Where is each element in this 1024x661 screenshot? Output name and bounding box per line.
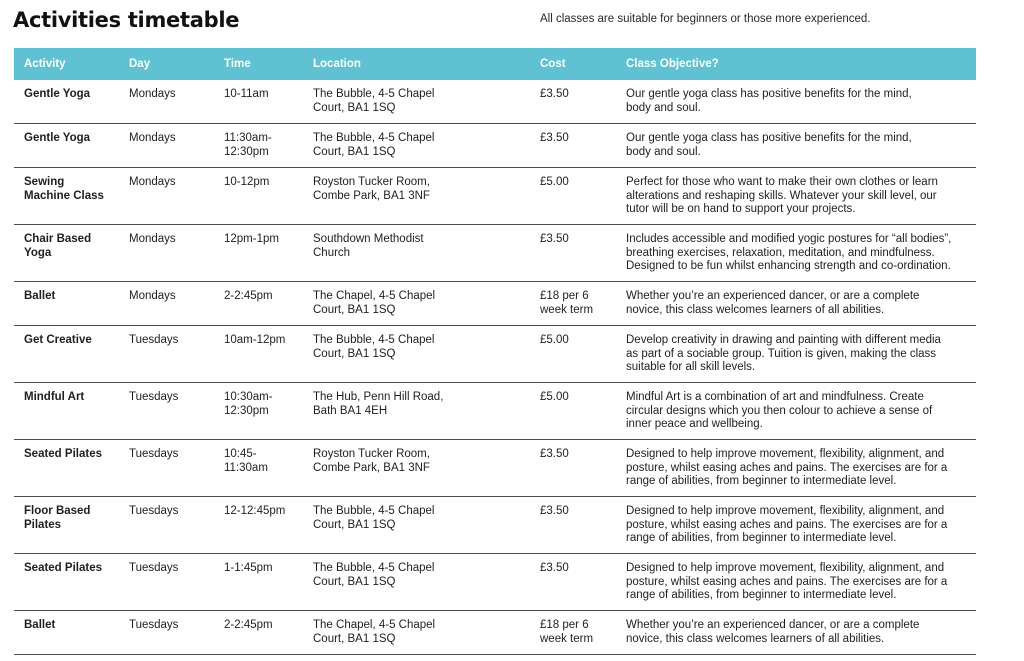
- page-subtitle: All classes are suitable for beginners or those more experienced.: [540, 13, 871, 25]
- cell-time: 12pm-1pm: [224, 233, 279, 245]
- cell-time: 11:30am- 12:30pm: [224, 132, 272, 158]
- cell-location: Royston Tucker Room, Combe Park, BA1 3NF: [313, 176, 430, 202]
- header-day: Day: [129, 58, 151, 70]
- header-objective: Class Objective?: [626, 58, 719, 70]
- cell-activity: Gentle Yoga: [24, 88, 91, 100]
- cell-activity: Get Creative: [24, 334, 92, 346]
- table-row: [14, 225, 976, 282]
- cell-day: Tuesdays: [129, 619, 179, 631]
- cell-time: 10-12pm: [224, 176, 270, 188]
- cell-location: The Hub, Penn Hill Road, Bath BA1 4EH: [313, 391, 444, 417]
- cell-cost: £18 per 6 week term: [540, 290, 594, 316]
- cell-objective: Designed to help improve movement, flexibility, alignment, and posture, whilst easing aches and pains. The exercises are for a range of abilities, from beginner to intermediate level.: [626, 448, 948, 487]
- cell-day: Mondays: [129, 233, 176, 245]
- cell-day: Mondays: [129, 88, 176, 100]
- cell-cost: £3.50: [540, 562, 569, 574]
- table-row: [14, 80, 976, 124]
- cell-cost: £5.00: [540, 176, 569, 188]
- cell-time: 1-1:45pm: [224, 562, 273, 574]
- cell-objective: Whether you’re an experienced dancer, or are a complete novice, this class welcomes learners of all abilities.: [626, 290, 920, 316]
- cell-location: The Chapel, 4-5 Chapel Court, BA1 1SQ: [313, 290, 436, 316]
- cell-cost: £3.50: [540, 448, 569, 460]
- cell-time: 2-2:45pm: [224, 619, 273, 631]
- cell-objective: Our gentle yoga class has positive benefits for the mind, body and soul.: [626, 88, 912, 114]
- cell-activity: Seated Pilates: [24, 448, 102, 460]
- cell-objective: Designed to help improve movement, flexibility, alignment, and posture, whilst easing aches and pains. The exercises are for a range of abilities, from beginner to intermediate level.: [626, 505, 948, 544]
- table-row: [14, 440, 976, 497]
- cell-cost: £3.50: [540, 132, 569, 144]
- cell-activity: Ballet: [24, 290, 56, 302]
- cell-day: Tuesdays: [129, 448, 179, 460]
- cell-day: Mondays: [129, 132, 176, 144]
- header-cost: Cost: [540, 58, 566, 70]
- cell-location: The Bubble, 4-5 Chapel Court, BA1 1SQ: [313, 505, 435, 531]
- table-header: [14, 48, 976, 80]
- cell-day: Mondays: [129, 290, 176, 302]
- cell-day: Tuesdays: [129, 505, 179, 517]
- cell-activity: Mindful Art: [24, 391, 85, 403]
- cell-activity: Floor Based Pilates: [24, 505, 91, 531]
- cell-objective: Designed to help improve movement, flexibility, alignment, and posture, whilst easing aches and pains. The exercises are for a range of abilities, from beginner to intermediate level.: [626, 562, 948, 601]
- cell-cost: £3.50: [540, 233, 569, 245]
- cell-day: Tuesdays: [129, 391, 179, 403]
- cell-cost: £18 per 6 week term: [540, 619, 594, 645]
- cell-cost: £5.00: [540, 391, 569, 403]
- table-row: [14, 611, 976, 655]
- cell-location: The Bubble, 4-5 Chapel Court, BA1 1SQ: [313, 88, 435, 114]
- cell-time: 10:45- 11:30am: [224, 448, 268, 474]
- table-row: [14, 554, 976, 611]
- cell-cost: £3.50: [540, 88, 569, 100]
- cell-activity: Gentle Yoga: [24, 132, 91, 144]
- header-location: Location: [313, 58, 361, 70]
- cell-objective: Whether you’re an experienced dancer, or are a complete novice, this class welcomes learners of all abilities.: [626, 619, 920, 645]
- table-row: [14, 168, 976, 225]
- cell-time: 10:30am- 12:30pm: [224, 391, 273, 417]
- cell-activity: Seated Pilates: [24, 562, 102, 574]
- cell-objective: Mindful Art is a combination of art and mindfulness. Create circular designs which you then colour to achieve a sense of inner peace and wellbeing.: [626, 391, 933, 430]
- cell-activity: Sewing Machine Class: [24, 176, 104, 202]
- header-activity: Activity: [24, 58, 66, 70]
- cell-location: Royston Tucker Room, Combe Park, BA1 3NF: [313, 448, 430, 474]
- cell-objective: Develop creativity in drawing and painting with different media as part of a sociable group. Tuition is given, making the class suitable for all skill levels.: [626, 334, 941, 373]
- cell-cost: £3.50: [540, 505, 569, 517]
- cell-objective: Our gentle yoga class has positive benefits for the mind, body and soul.: [626, 132, 912, 158]
- page-title: Activities timetable: [13, 8, 240, 32]
- cell-cost: £5.00: [540, 334, 569, 346]
- cell-location: Southdown Methodist Church: [313, 233, 424, 259]
- cell-time: 2-2:45pm: [224, 290, 273, 302]
- cell-day: Mondays: [129, 176, 176, 188]
- cell-day: Tuesdays: [129, 562, 179, 574]
- cell-objective: Perfect for those who want to make their own clothes or learn alterations and reshaping skills. Whatever your skill level, our tutor will be on hand to support your projects.: [626, 176, 938, 215]
- cell-time: 10-11am: [224, 88, 269, 100]
- table-row: [14, 326, 976, 383]
- cell-location: The Chapel, 4-5 Chapel Court, BA1 1SQ: [313, 619, 436, 645]
- table-row: [14, 282, 976, 326]
- cell-location: The Bubble, 4-5 Chapel Court, BA1 1SQ: [313, 562, 435, 588]
- cell-location: The Bubble, 4-5 Chapel Court, BA1 1SQ: [313, 132, 435, 158]
- table-row: [14, 383, 976, 440]
- cell-activity: Chair Based Yoga: [24, 233, 92, 259]
- table-row: [14, 497, 976, 554]
- table-row: [14, 124, 976, 168]
- cell-location: The Bubble, 4-5 Chapel Court, BA1 1SQ: [313, 334, 435, 360]
- header-time: Time: [224, 58, 251, 70]
- cell-activity: Ballet: [24, 619, 56, 631]
- activities-table: [14, 48, 976, 655]
- cell-objective: Includes accessible and modified yogic postures for “all bodies”, breathing exercises, relaxation, meditation, and mindfulness. Designed to be fun whilst enhancing strength and co-ordination.: [626, 233, 952, 272]
- cell-time: 12-12:45pm: [224, 505, 286, 517]
- cell-day: Tuesdays: [129, 334, 179, 346]
- cell-time: 10am-12pm: [224, 334, 286, 346]
